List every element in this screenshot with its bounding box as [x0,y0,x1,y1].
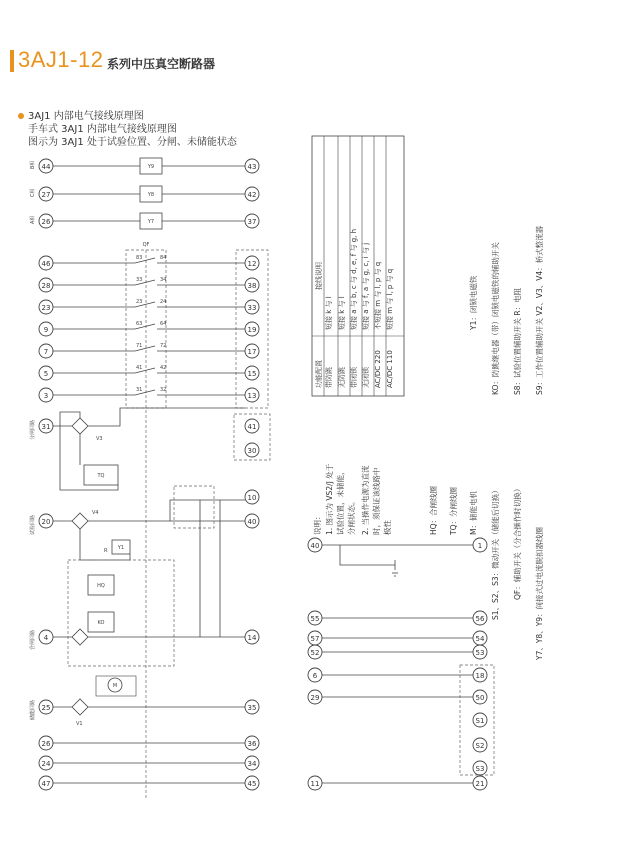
rectifier-v1 [72,699,88,715]
note-2c: 极性 [383,520,392,535]
aux-contact-b-6: 32 [160,387,167,393]
table-desc-2: 短接 a 与 b, c 与 d, e, f 与 g, h [350,228,358,330]
terminal-27-label: 27 [41,191,51,199]
table-func-5: AC/DC 110 [386,350,394,388]
note-1c: 分闸状态。 [347,497,356,535]
terminal-30-label: 30 [247,447,257,455]
terminal-41-label: 41 [247,423,257,431]
row-label-bh: B相 [30,160,36,169]
legend-qf: QF：辅助开关（分合操作时切换） [513,484,522,600]
row-label-ch: C相 [30,188,36,197]
table-header-desc: 接线说明 [315,262,323,290]
aux-terminal-right-33-label: 33 [247,304,257,312]
aux-contact-a-0: 83 [136,255,143,261]
terminal-45-label: 45 [247,780,257,788]
terminal-25-label: 25 [41,704,51,712]
aux-terminal-right-15-label: 15 [247,370,257,378]
v3-label: V3 [96,436,103,442]
aux-terminal-right-38-label: 38 [247,282,257,290]
rectifier-v2 [72,629,88,645]
bottom-terminal-left-40-label: 40 [310,542,320,550]
row-label-ah: A相 [30,215,36,224]
terminal-43-label: 43 [247,163,257,171]
bottom-terminal-right-18-label: 18 [475,672,485,680]
rectifier-v3 [72,418,88,434]
row-label-test: 试验回路 [30,514,36,535]
aux-terminal-left-46-label: 46 [41,260,51,268]
y8-label: Y8 [147,192,155,198]
legend-s9: S9：工作位置辅助开关 V2、V3、V4：桥式整流器 [535,225,544,395]
y1-label: Y1 [117,545,125,551]
table-func-1: 无防跳 [338,367,346,388]
terminal-31-label: 31 [41,423,51,431]
aux-terminal-right-13-label: 13 [247,392,257,400]
bottom-terminal-left-11-label: 11 [310,780,320,788]
aux-terminal-left-23-label: 23 [41,304,51,312]
ko-label: KO [97,620,105,626]
terminal-26-label: 26 [41,218,51,226]
notes-title: 说明： [313,512,322,535]
aux-contact-a-1: 33 [136,277,143,283]
bottom-terminal-s-S2-label: S2 [475,742,485,750]
note-1a: 1. 图示为 VS2/J 处于 [325,463,334,535]
page-title-series: 系列中压真空断路器 [107,57,216,71]
legend-s: S1、S2、S3：微动开关（储能后切换） [491,486,500,620]
legend-s8: S8：试验位置辅助开关 R：电阻 [513,287,522,395]
v4-label: V4 [92,510,99,516]
legend-y1: Y1：闭锁电磁铁 [469,275,478,330]
table-func-0: 带防跳 [325,367,333,388]
bottom-terminal-right-53-label: 53 [475,649,485,657]
terminal-40-label: 40 [247,518,257,526]
bottom-terminal-left-55-label: 55 [310,615,320,623]
note-2a: 2. 当操作电源为直流 [361,465,370,535]
terminal-14-label: 14 [247,634,257,642]
legend-hq: HQ：合闸线圈 [429,485,438,535]
table-func-4: AC/DC 220 [374,350,382,388]
bottom-terminal-left-52-label: 52 [310,649,320,657]
hq-label: HQ [97,583,105,589]
table-desc-1: 短接 k 与 l [338,296,346,330]
aux-terminal-right-17-label: 17 [247,348,257,356]
aux-terminal-right-19-label: 19 [247,326,257,334]
aux-terminal-right-12-label: 12 [247,260,257,268]
bottom-terminal-left-57-label: 57 [310,635,320,643]
terminal-34-label: 34 [247,760,257,768]
aux-contact-a-6: 31 [136,387,143,393]
aux-contact-a-2: 23 [136,299,143,305]
table-func-3: 无闭锁 [362,367,370,388]
row-label-close: 合闸回路 [30,629,36,650]
note-1b: 试验位置，未储能， [336,467,345,535]
phase-rows [29,158,259,229]
tq-label: TQ [97,473,105,479]
m-label: M [112,683,118,689]
bottom-terminal-left-29-label: 29 [310,694,320,702]
terminal-36-label: 36 [247,740,257,748]
aux-contact-b-0: 84 [160,255,167,261]
aux-contact-b-1: 34 [160,277,167,283]
aux-contact-a-3: 63 [136,321,143,327]
terminal-42-label: 42 [247,191,257,199]
terminal-20-label: 20 [41,518,51,526]
row-label-trip: 分闸回路 [30,419,36,440]
notes-block [312,463,392,535]
intro-line-2: 手车式 3AJ1 内部电气接线原理图 [28,124,177,135]
bottom-terminal-right-54-label: 54 [475,635,485,643]
legend-ko: KO：防跳继电器（带）闭锁电磁铁的辅助开关 [491,242,500,395]
aux-contact-b-2: 24 [160,299,167,305]
aux-contact-b-3: 64 [160,321,167,327]
v1-label: V1 [76,721,83,727]
table-desc-5: 短接 m 与 l, p 与 q [386,268,394,330]
y9-label: Y9 [147,164,155,170]
aux-contact-a-4: 71 [136,343,143,349]
page-title-model: 3AJ1-12 [18,47,104,72]
bottom-terminal-s-S3-label: S3 [475,765,485,773]
aux-terminal-left-7-label: 7 [43,348,49,356]
aux-terminal-left-28-label: 28 [41,282,51,290]
trip-circuit [29,408,270,490]
r-label: R [104,548,108,554]
close-circuit [29,500,259,666]
aux-rows [39,255,259,402]
terminal-37-label: 37 [247,218,257,226]
aux-contact-a-5: 41 [136,365,143,371]
intro-text-1: 3AJ1 内部电气接线原理图 [28,111,144,122]
qf-label: QF [142,242,150,248]
table-desc-3: 短接 a 与 f, a 与 g, c, i 与 j [362,242,370,330]
bottom-circuit [308,538,494,790]
bottom-terminal-s-S1-label: S1 [475,717,485,725]
aux-terminal-left-3-label: 3 [43,392,49,400]
terminal-35-label: 35 [247,704,257,712]
aux-terminal-left-5-label: 5 [43,370,49,378]
config-table [312,136,404,396]
aux-contact-b-4: 72 [160,343,167,349]
bottom-terminal-left-6-label: 6 [312,672,318,680]
legend-block [428,225,544,661]
bottom-terminal-right-56-label: 56 [475,615,485,623]
legend-y7: Y7、Y8、Y9：间接式过电流脱扣器线圈 [535,526,544,660]
table-header-func: 功能配置 [315,360,323,388]
bottom-terminal-right-50-label: 50 [475,694,485,702]
terminal-44-label: 44 [41,163,51,171]
test-circuit [29,486,259,560]
terminal-47-label: 47 [41,780,51,788]
note-2b: 时，须保证该线路中 [372,467,381,535]
legend-tq: TQ：分闸线圈 [449,487,458,535]
intro-line-3: 图示为 3AJ1 处于试验位置、分闸、未储能状态 [28,137,237,148]
terminal-4-label: 4 [43,634,49,642]
table-desc-4: 不短接 m 与 l, p 与 q [374,261,382,330]
aux-terminal-left-9-label: 9 [43,326,49,334]
terminal-26b-label: 26 [41,740,51,748]
bottom-terminal-right-21-label: 21 [475,780,485,788]
table-desc-0: 短接 k 与 l [325,296,333,330]
bottom-terminal-right-1-label: 1 [477,542,483,550]
charging-circuit [29,676,259,790]
table-func-2: 带闭锁 [350,367,358,388]
row-label-charge: 储能回路 [30,699,36,720]
legend-m: M：储能电机 [469,491,478,535]
y7-label: Y7 [147,219,155,225]
rectifier-v4 [72,513,88,529]
terminal-24-label: 24 [41,760,51,768]
aux-contact-b-5: 42 [160,365,167,371]
terminal-10-label: 10 [247,494,257,502]
